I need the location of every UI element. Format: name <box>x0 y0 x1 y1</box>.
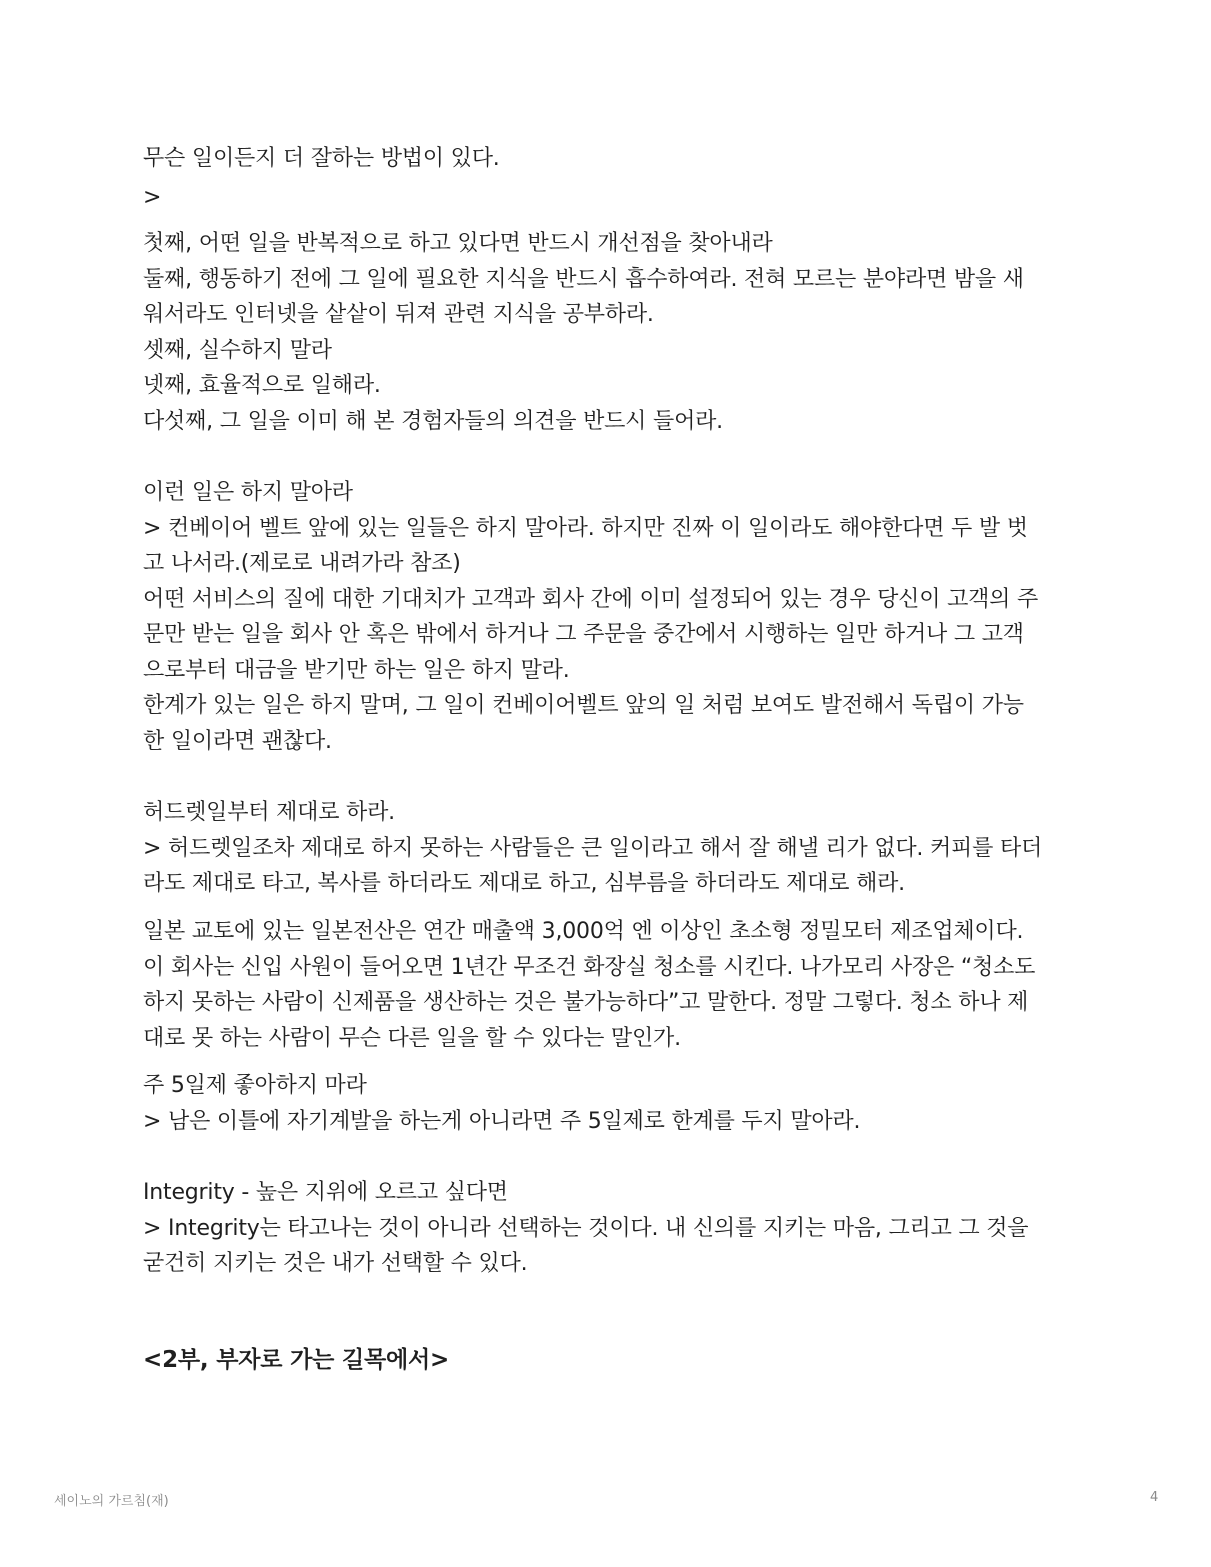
text-line: 허드렛일부터 제대로 하라. <box>143 800 395 825</box>
text-line: > 허드렛일조차 제대로 하지 못하는 사람들은 큰 일이라고 해서 잘 해낼 리가 없다. 커피를 타더 <box>143 836 1043 861</box>
text-line: 한 일이라면 괜찮다. <box>143 729 332 754</box>
text-line: 라도 제대로 타고, 복사를 하더라도 제대로 하고, 심부름을 하더라도 제대로 해라. <box>143 871 905 896</box>
text-line: > 남은 이틀에 자기계발을 하는게 아니라면 주 5일제로 한계를 두지 말아라. <box>143 1109 861 1134</box>
text-line: > Integrity는 타고나는 것이 아니라 선택하는 것이다. 내 신의를 지키는 마음, 그리고 그 것을 <box>143 1216 1029 1241</box>
text-line: 문만 받는 일을 회사 안 혹은 밖에서 하거나 그 주문을 중간에서 시행하는 일만 하거나 그 고객 <box>143 622 1024 647</box>
section-heading: <2부, 부자로 가는 길목에서> <box>143 1347 450 1373</box>
text-line: 다섯째, 그 일을 이미 해 본 경험자들의 의견을 반드시 들어라. <box>143 409 723 434</box>
text-line: 무슨 일이든지 더 잘하는 방법이 있다. <box>143 146 500 171</box>
text-line: 어떤 서비스의 질에 대한 기대치가 고객과 회사 간에 이미 설정되어 있는 경우 당신이 고객의 주 <box>143 587 1039 612</box>
text-line: 굳건히 지키는 것은 내가 선택할 수 있다. <box>143 1251 528 1276</box>
page-number: 4 <box>1150 1490 1159 1505</box>
text-line: 하지 못하는 사람이 신제품을 생산하는 것은 불가능하다”고 말한다. 정말 그렇다. 청소 하나 제 <box>143 990 1029 1015</box>
text-line: Integrity - 높은 지위에 오르고 싶다면 <box>143 1180 508 1205</box>
text-line: 고 나서라.(제로로 내려가라 참조) <box>143 551 461 576</box>
text-line: > 컨베이어 벨트 앞에 있는 일들은 하지 말아라. 하지만 진짜 이 일이라도 해야한다면 두 발 벗 <box>143 516 1028 541</box>
text-line: 이 회사는 신입 사원이 들어오면 1년간 무조건 화장실 청소를 시킨다. 나가모리 사장은 “청소도 <box>143 955 1036 980</box>
text-line: 셋째, 실수하지 말라 <box>143 338 332 363</box>
text-line: 워서라도 인터넷을 샅샅이 뒤져 관련 지식을 공부하라. <box>143 302 654 327</box>
footer-title: 세이노의 가르침(재) <box>54 1494 169 1509</box>
text-line: 일본 교토에 있는 일본전산은 연간 매출액 3,000억 엔 이상인 초소형 정밀모터 제조업체이다. <box>143 919 1024 944</box>
text-line: > <box>143 185 162 210</box>
text-line: 으로부터 대금을 받기만 하는 일은 하지 말라. <box>143 658 570 683</box>
text-line: 첫째, 어떤 일을 반복적으로 하고 있다면 반드시 개선점을 찾아내라 <box>143 231 773 256</box>
text-line: 대로 못 하는 사람이 무슨 다른 일을 할 수 있다는 말인가. <box>143 1026 681 1051</box>
text-line: 넷째, 효율적으로 일해라. <box>143 373 381 398</box>
text-line: 한계가 있는 일은 하지 말며, 그 일이 컨베이어벨트 앞의 일 처럼 보여도 발전해서 독립이 가능 <box>143 693 1024 718</box>
text-line: 주 5일제 좋아하지 마라 <box>143 1073 367 1098</box>
text-line: 이런 일은 하지 말아라 <box>143 480 353 505</box>
text-line: 둘째, 행동하기 전에 그 일에 필요한 지식을 반드시 흡수하여라. 전혀 모르는 분야라면 밤을 새 <box>143 267 1024 292</box>
